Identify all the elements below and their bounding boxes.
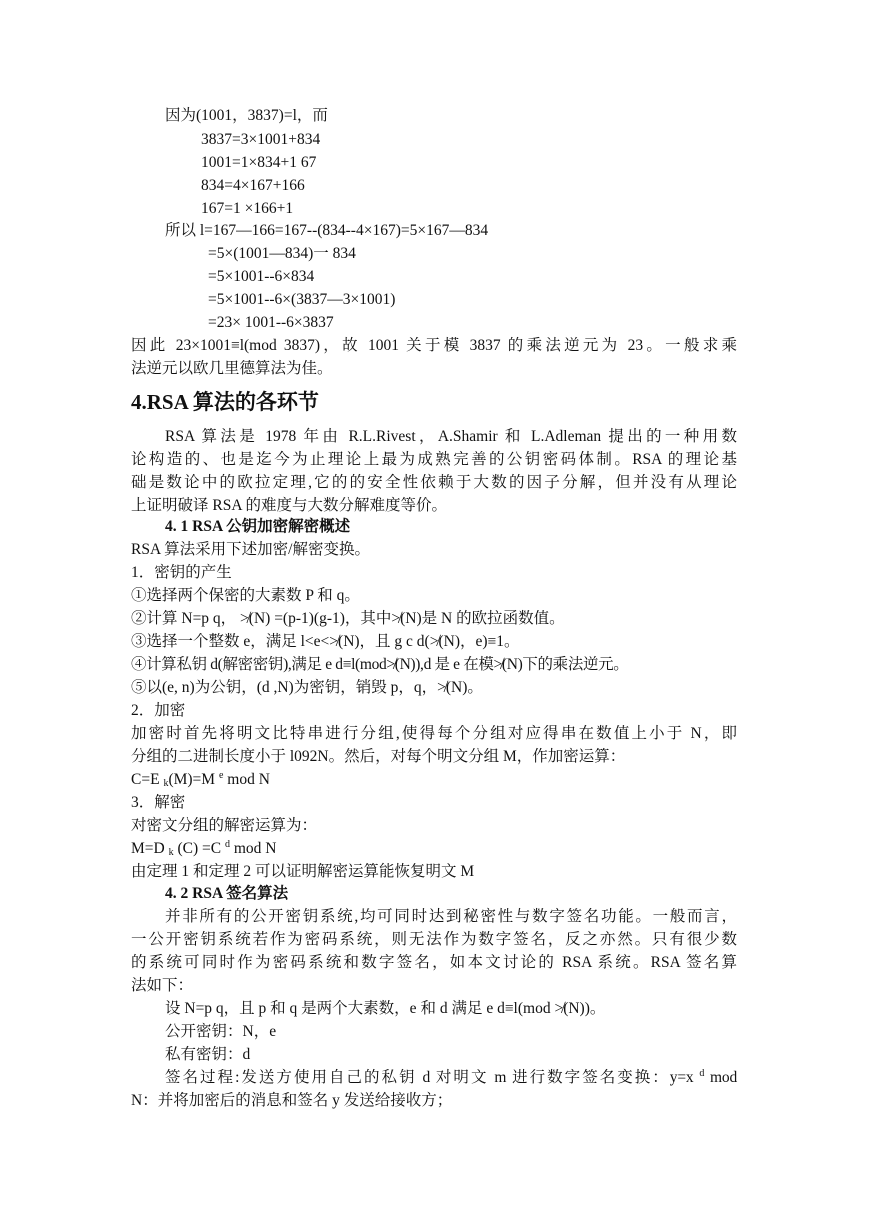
text-line: 由定理 1 和定理 2 可以证明解密运算能恢复明文 M — [131, 863, 475, 880]
intro-line: 上证明破译 RSA 的难度与大数分解难度等价。 — [131, 497, 448, 514]
text-line: RSA 算法采用下述加密/解密变换。 — [131, 541, 370, 558]
list-item: ③选择一个整数 e，满足 l<e<≯(N)，且 g c d(≯(N)，e)≡1。 — [131, 633, 520, 650]
text-line: 3．解密 — [131, 794, 186, 811]
paragraph-line: 法如下： — [131, 977, 194, 994]
paragraph-line: 并非所有的公开密钥系统,均可同时达到秘密性与数字签名功能。一般而言， — [165, 908, 737, 925]
paragraph-line: 一公开密钥系统若作为密码系统，则无法作为数字签名，反之亦然。只有很少数 — [131, 931, 737, 948]
equation-line: =5×(1001—834)一 834 — [208, 245, 356, 262]
equation-line: =5×1001--6×834 — [208, 268, 315, 285]
list-item: ④计算私钥 d(解密密钥),满足 e d≡l(mod≯(N)),d 是 e 在模≯(N)下的乘法逆元。 — [131, 656, 629, 673]
text-line: 设 N=p q，且 p 和 q 是两个大素数，e 和 d 满足 e d≡l(mod ≯(N))。 — [165, 1000, 606, 1017]
text-line: 因为(1001，3837)=l，而 — [165, 107, 328, 124]
text-line: 公开密钥：N，e — [165, 1023, 277, 1040]
list-item: ①选择两个保密的大素数 P 和 q。 — [131, 587, 360, 604]
subsection-heading: 4. 1 RSA 公钥加密解密概述 — [165, 518, 351, 535]
list-item: ⑤以(e, n)为公钥，(d ,N)为密钥，销毁 p，q，≯(N)。 — [131, 679, 483, 696]
list-item: ②计算 N=p q， ≯(N) =(p-1)(g-1)，其中≯(N)是 N 的欧拉函数值。 — [131, 610, 565, 627]
section-heading: 4.RSA 算法的各环节 — [131, 390, 319, 414]
intro-line: 论构造的、也是迄今为止理论上最为成熟完善的公钥密码体制。RSA 的理论基 — [131, 451, 737, 468]
equation-line: 834=4×167+166 — [201, 177, 305, 194]
intro-line: RSA 算法是 1978 年由 R.L.Rivest，A.Shamir 和 L.Adleman 提出的一种用数 — [165, 428, 737, 445]
text-line: 加密时首先将明文比特串进行分组,使得每个分组对应得串在数值上小于 N，即 — [131, 725, 737, 742]
equation-line: 所以 l=167—166=167--(834--4×167)=5×167—834 — [165, 222, 489, 239]
paragraph-line: 的系统可同时作为密码系统和数字签名，如本文讨论的 RSA 系统。RSA 签名算 — [131, 954, 737, 971]
equation-line: 1001=1×834+1 67 — [201, 154, 317, 171]
intro-line: 础是数论中的欧拉定理,它的的安全性依赖于大数的因子分解，但并没有从理论 — [131, 474, 737, 491]
text-line: 1．密钥的产生 — [131, 564, 232, 581]
text-line: 私有密钥：d — [165, 1046, 251, 1063]
equation-line: 167=1 ×166+1 — [201, 200, 294, 217]
subsection-heading: 4. 2 RSA 签名算法 — [165, 885, 289, 902]
text-line: 分组的二进制长度小于 l092N。然后，对每个明文分组 M，作加密运算： — [131, 748, 626, 765]
text-line: 2．加密 — [131, 702, 186, 719]
encryption-formula: C=E $_k$(M)=M $^e$ mod N — [131, 770, 270, 789]
text-line: N：并将加密后的消息和签名 y 发送给接收方； — [131, 1092, 453, 1109]
text-line: 因此 23×1001≡l(mod 3837)，故 1001 关于模 3837 的乘法逆元为 23。一般求乘 — [131, 337, 737, 354]
equation-line: 3837=3×1001+834 — [201, 131, 321, 148]
signature-formula: 签名过程:发送方使用自己的私钥 d 对明文 m 进行数字签名变换：y=x $^d$ mod — [165, 1068, 737, 1086]
text-line: 对密文分组的解密运算为： — [131, 817, 318, 834]
text-line: 法逆元以欧几里德算法为佳。 — [131, 360, 333, 377]
equation-line: =23× 1001--6×3837 — [208, 314, 334, 331]
equation-line: =5×1001--6×(3837—3×1001) — [208, 291, 396, 308]
decryption-formula: M=D $_k$ (C) =C $^d$ mod N — [131, 839, 277, 858]
